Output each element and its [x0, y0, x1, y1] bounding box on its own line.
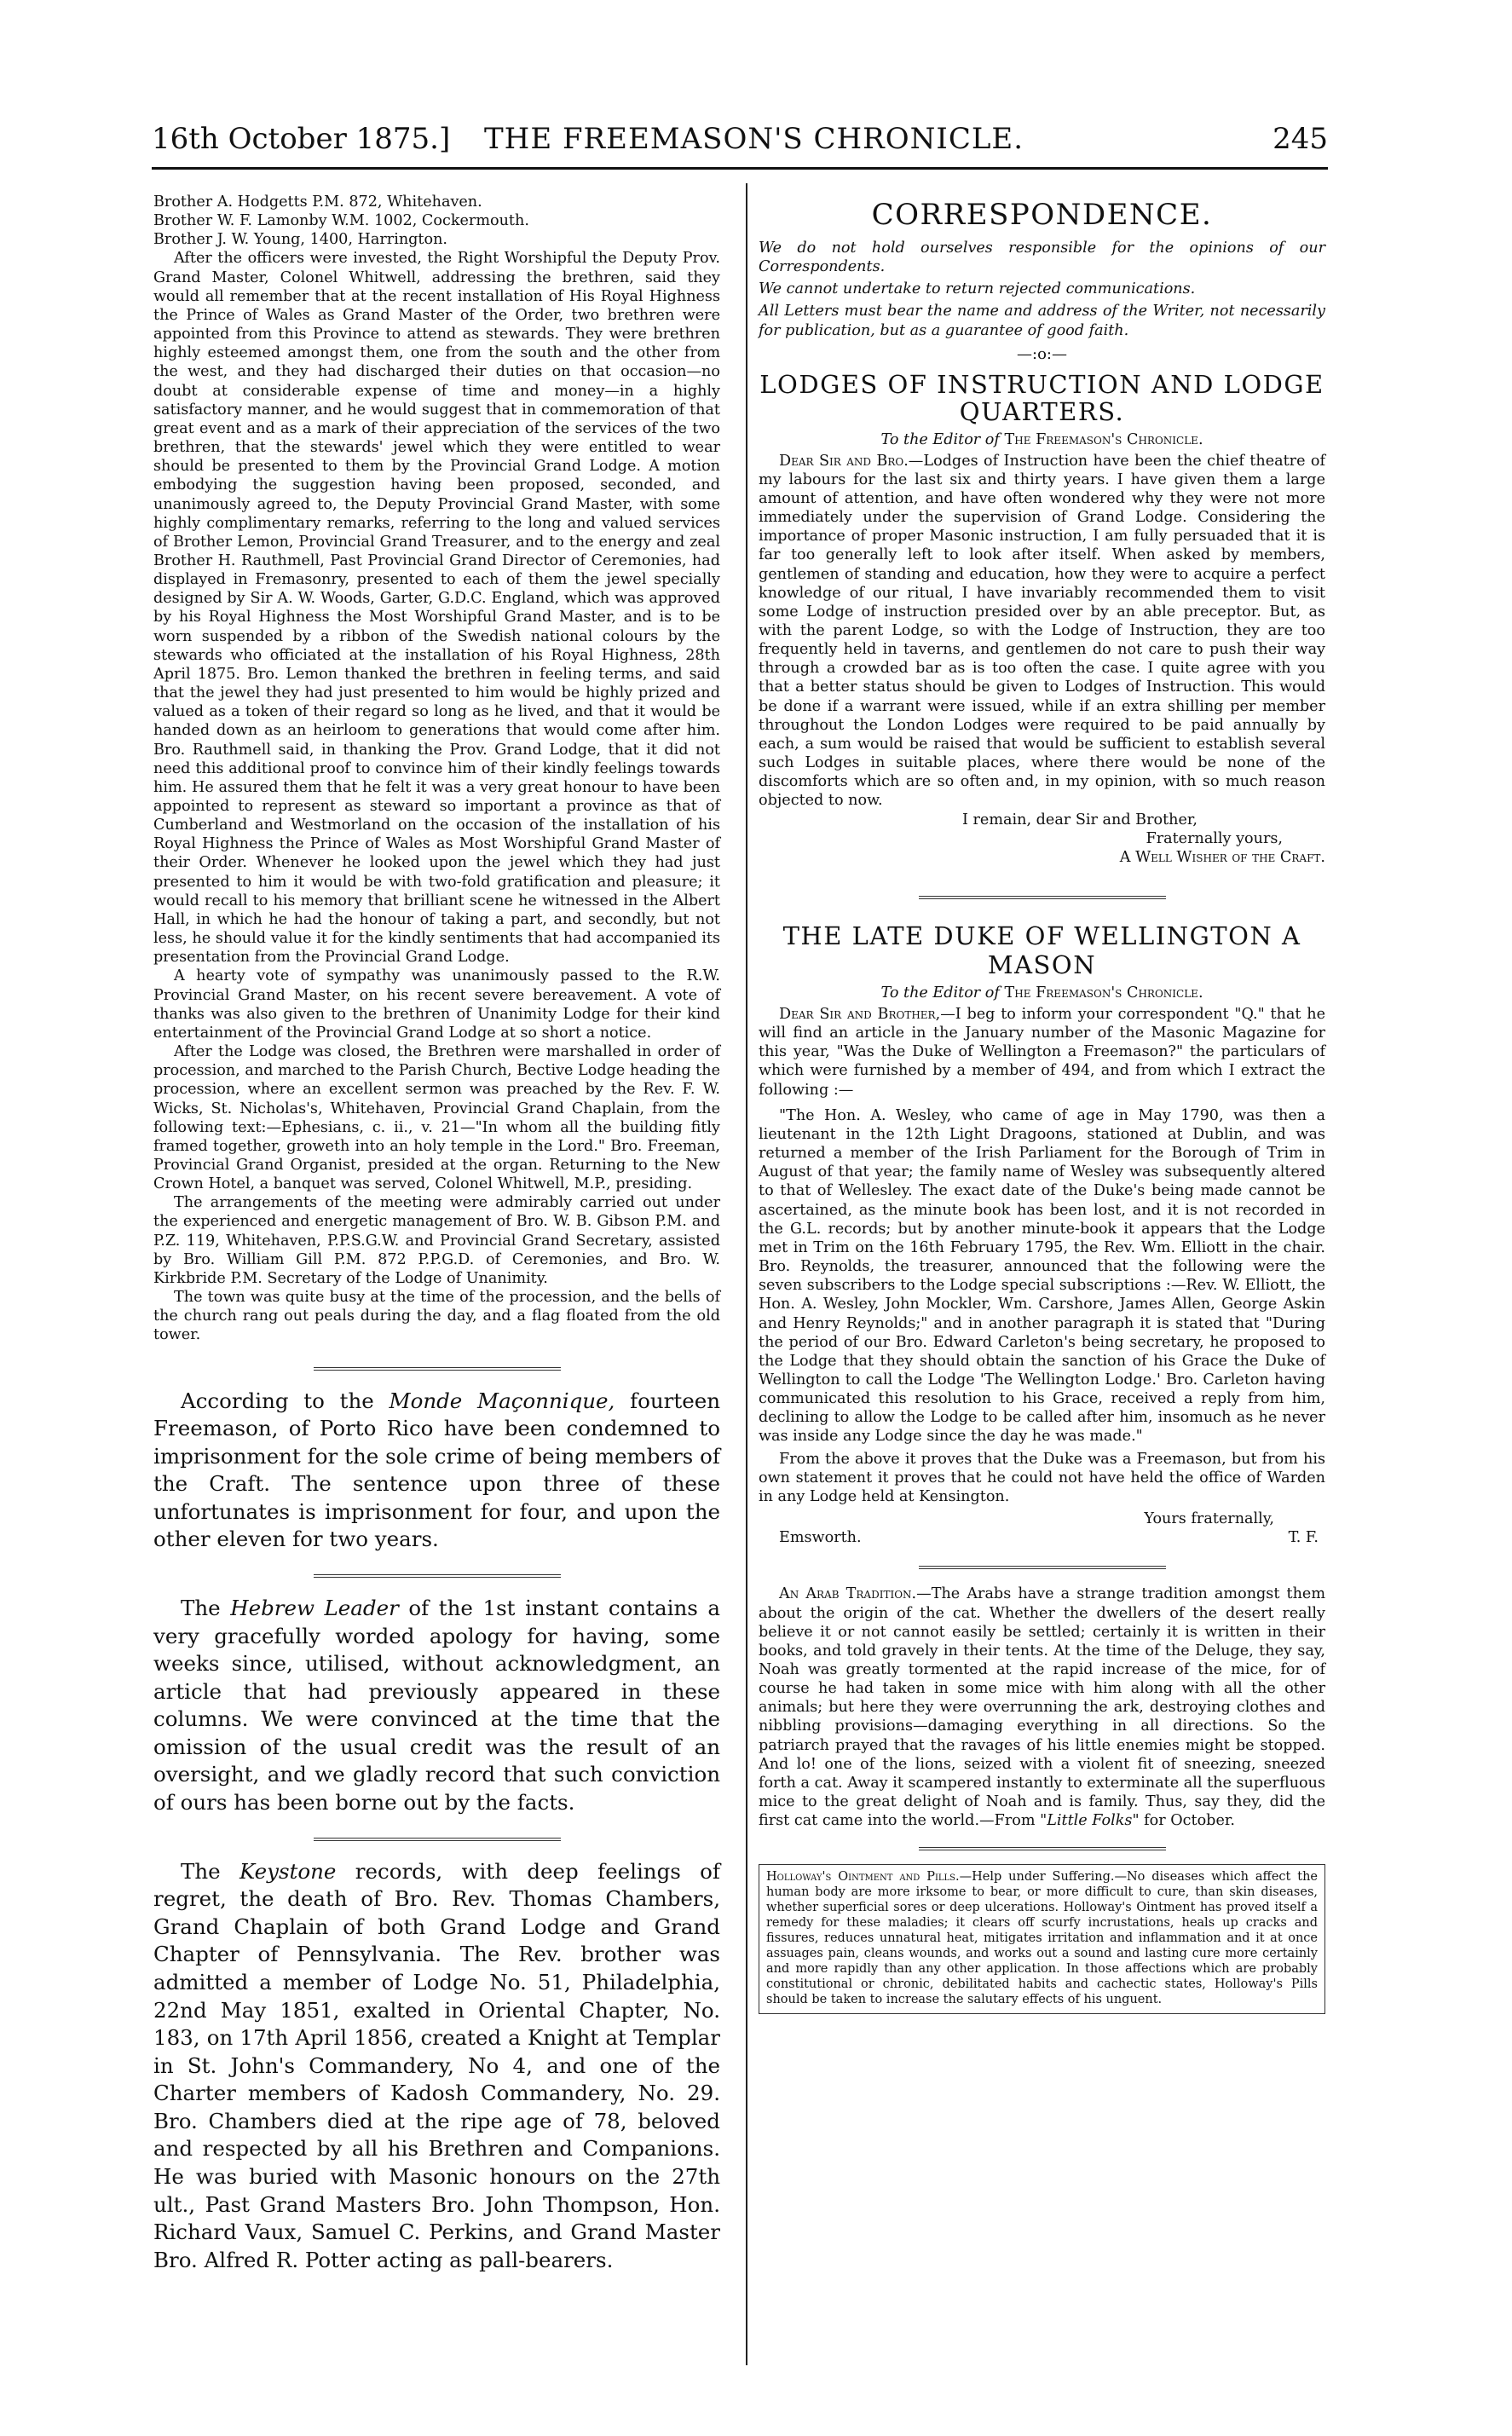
lodge-report: [153, 193, 720, 1345]
item-lead: An Arab Tradition.: [779, 1585, 917, 1603]
masthead-rule: [152, 167, 1328, 170]
section-rule: [314, 1574, 561, 1578]
section-rule: [919, 1847, 1166, 1850]
publication-name: Keystone: [239, 1858, 337, 1884]
editor-line: To the Editor of The Freemason's Chronicle.: [880, 984, 1203, 1002]
officer-name: Brother A. Hodgetts P.M. 872, Whitehaven.: [153, 193, 482, 211]
report-paragraph: A hearty vote of sympathy was unanimously passed to the R.W. Provincial Grand Master, on his recent severe bereavement. A vote of thanks was also given to the brethren of Unanimity Lodge for their kind entertainment of the Provincial Grand Lodge at so short a notice.: [153, 967, 720, 1042]
report-paragraph: After the Lodge was closed, the Brethren were marshalled in order of procession, and marched to the Parish Church, Bective Lodge heading the procession, where an excellent sermon was preached by the Rev. F. W. Wicks, St. Nicholas's, Whitehaven, Provincial Grand Chaplain, from the following text:—Ephesians, c. ii., v. 21—"In whom all the building fitly framed together, groweth into an holy temple in the Lord." Bro. Freeman, Provincial Grand Organist, presided at the organ. Returning to the New Crown Hotel, a banquet was served, Colonel Whitwell, M.P., presiding.: [153, 1043, 720, 1193]
hebrew-leader-item: The Hebrew Leader of the 1st instant contains a very gracefully worded apology for having, some weeks since, utilised, without acknowledgment, an article that had previously appeared in these columns. We were convinced at the time that the omission of the usual credit was the result of an oversight, and we gladly record that such conviction of ours has been borne out by the facts.: [153, 1596, 720, 1815]
signature: A Well Wisher of the Craft.: [1119, 848, 1325, 866]
keystone-item: The Keystone records, with deep feelings of regret, the death of Bro. Rev. Thomas Chambers, Grand Chaplain of both Grand Lodge and Grand Chapter of Pennsylvania. The Rev. brother was admitted a member of Lodge No. 51, Philadelphia, 22nd May 1851, exalted in Oriental Chapter, No. 183, on 17th April 1856, created a Knight at Templar in St. John's Commandery, No 4, and one of the Charter members of Kadosh Commandery, No. 29. Bro. Chambers died at the ripe age of 78, beloved and respected by all his Brethren and Companions. He was buried with Masonic honours on the 27th ult., Past Grand Masters Bro. John Thompson, Hon. Richard Vaux, Samuel C. Perkins, and Grand Master Bro. Alfred R. Potter acting as pall-bearers.: [153, 1858, 720, 2272]
holloway-advertisement: Holloway's Ointment and Pills.—Help under Suffering.—No diseases which affect the human body are more irksome to bear, or more difficult to cure, than skin diseases, whether superficial sores or deep ulcerations. Holloway's Ointment has proved itself a remedy for these maladies; it clears off scurfy incrustations, heals up cracks and fissures, reduces unnatural heat, mitigates irritation and inflammation and it at once assuages pain, cleans wounds, and works out a sound and lasting cure more certainly and more rapidly than any other application. In those affections which are probably constitutional or chronic, debilitated habits and cachectic states, Holloway's Pills should be taken to increase the salutary effects of his unguent.: [759, 1864, 1325, 2014]
publication-name: Hebrew Leader: [230, 1596, 399, 1620]
masthead: [152, 115, 1328, 166]
salutation: Dear Sir and Bro.: [779, 452, 909, 470]
publication-name: Monde Maçonnique,: [389, 1388, 615, 1413]
disclaimer: All Letters must bear the name and address of the Writer, not necessarily for publication, but as a guarantee of good faith.: [759, 303, 1325, 339]
letter-place: Emsworth.: [779, 1529, 862, 1547]
officer-name: Brother W. F. Lamonby W.M. 1002, Cockermouth.: [153, 212, 529, 230]
officer-name: Brother J. W. Young, 1400, Harrington.: [153, 231, 448, 249]
monde-item: According to the Monde Maçonnique, fourteen Freemason, of Porto Rico have been condemned to imprisonment for the sole crime of being members of the Craft. The sentence upon three of these unfortunates is imprisonment for four, and upon the other eleven for two years.: [153, 1388, 720, 1552]
item-lead: Holloway's Ointment and Pills.: [766, 1870, 960, 1885]
arab-tradition-item: An Arab Tradition.—The Arabs have a strange tradition amongst them about the origin of the cat. Whether the dwellers of the desert really believe it or not cannot easily be settled; certainly it is written in their books, and told gravely in their tents. At the time of the Deluge, they say, Noah was greatly tormented at the rapid increase of the mice, for of course he had taken in some mice with him along with all the other animals; but here they were overrunning the ark, destroying clothes and nibbling provisions—damaging everything in all directions. So the patriarch prayed that the ravages of his little enemies might be stopped. And lo! one of the lions, seized with a violent fit of sneezing, sneezed forth a cat. Away it scampered instantly to exterminate all the superfluous mice to the great delight of Noah and is family. Thus, say they, did the first cat came into the world.—From "Little Folks" for October.: [759, 1585, 1326, 1830]
section-rule: [919, 896, 1166, 899]
column-rule: [746, 183, 747, 2365]
signature: T. F.: [1288, 1529, 1319, 1547]
section-rule: [314, 1838, 561, 1841]
left-column: [153, 193, 720, 2274]
salutation: Dear Sir and Brother,: [779, 1006, 941, 1023]
disclaimer: We cannot undertake to return rejected communications.: [759, 280, 1196, 298]
right-column: [759, 193, 1325, 2014]
page-number: 245: [1273, 122, 1328, 156]
section-rule: [919, 1566, 1166, 1569]
report-paragraph: After the officers were invested, the Right Worshipful the Deputy Prov. Grand Master, Colonel Whitwell, addressing the brethren, said they would all remember that at the recent installation of His Royal Highness the Prince of Wales as Grand Master of the Order, two brethren were appointed from this Province to attend as stewards. They were brethren highly esteemed amongst them, one from the south and the other from the west, and they had discharged their duties on that occasion—no doubt at considerable expense of time and money—in a highly satisfactory manner, and he would suggest that in commemoration of that great event and as a mark of their appreciation of the services of the two brethren, that the stewards' jewel which they were entitled to wear should be presented to them by the Provincial Grand Lodge. A motion embodying the suggestion having been proposed, seconded, and unanimously agreed to, the Deputy Provincial Grand Master, with some highly complimentary remarks, referring to the long and valued services of Brother Lemon, Provincial Grand Treasurer, and to the energy and zeal Brother H. Rauthmell, Past Provincial Grand Director of Ceremonies, had displayed in Fremasonry, presented to each of them the jewel specially designed by Sir A. W. Woods, Garter, G.D.C. England, which was approved by his Royal Highness the Most Worshipful Grand Master, and is to be worn suspended by a ribbon of the Swedish national colours by the stewards who officiated at the installation of his Royal Highness, 28th April 1875. Bro. Lemon thanked the brethren in feeling terms, and said that the jewel they had just presented to him would be highly prized and valued as a token of their regard so long as he lived, and that it would be handed down as an heirloom to generations that would come after him. Bro. Rauthmell said, in thanking the Prov. Grand Lodge, that it did not need this additional proof to convince him of their kindly feelings towards him. He assured them that he felt it was a very great honour to have been appointed to represent as steward so important a province as that of Cumberland and Westmorland on the occasion of the installation of his Royal Highness the Prince of Wales as Most Worshipful Grand Master of their Order. Whenever he looked upon the jewel which they had just presented to him it would be with two-fold gratification and pleasure; it would recall to his memory that brilliant scene he witnessed in the Albert Hall, in which he had the honour of taking a part, and secondly, but not less, he should value it for the kindly sentiments that had accompanied its presentation from the Provincial Grand Lodge.: [153, 250, 720, 967]
publication-title: THE FREEMASON'S CHRONICLE.: [484, 122, 1024, 156]
duke-letter: Dear Sir and Brother,—I beg to inform your correspondent "Q." that he will find an article in the January number of the Masonic Magazine for this year, "Was the Duke of Wellington a Freemason?" the particulars of which were furnished by a member of 494, and from which I extract the following :— "The Hon. A. Wesley, who came of age in May 1790, was then a lieutenant in the 12th Light Dragoons, stationed at Dublin, and was returned a member of the Irish Parliament for the Borough of Trim in August of that year; the family name of Wesley was subsequently altered to that of Wellesley. The exact date of the Duke's being made cannot be ascertained, as the minute book has been lost, and it is not recorded in the G.L. records; but by another minute-book it appears that the Lodge met in Trim on the 16th February 1795, the Rev. Wm. Elliott in the chair. Bro. Reynolds, the treasurer, announced that the following were the seven subscribers to the Lodge special subscriptions :—Rev. W. Elliott, the Hon. A. Wesley, John Mockler, Wm. Carshore, James Allen, George Askin and Henry Reynolds;" and in another paragraph it is stated that "During the period of our Bro. Edward Carleton's being secretary, he proposed to the Lodge that they should obtain the sanction of his Grace the Duke of Wellington to call the Lodge 'The Wellington Lodge.' Bro. Carleton having communicated this resolution to his Grace, received a reply from him, declining to allow the Lodge to be called after him, insomuch as he never was inside any Lodge since the day he was made." From the above it proves that the Duke was a Freemason, but from his own statement it proves that he could not have held the office of Warden in any Lodge held at Kensington. Yours fraternally, Emsworth. T. F.: [759, 1006, 1325, 1547]
report-paragraph: The arrangements of the meeting were admirably carried out under the experienced and energetic management of Bro. W. B. Gibson P.M. and P.Z. 119, Whitehaven, P.P.S.G.W. and Provincial Grand Secretary, assisted by Bro. William Gill P.M. 872 P.P.G.D. of Ceremonies, and Bro. W. Kirkbride P.M. Secretary of the Lodge of Unanimity.: [153, 1194, 720, 1287]
duke-heading: THE LATE DUKE OF WELLINGTON A MASON: [782, 921, 1301, 979]
correspondence-disclaimers: [759, 239, 1325, 340]
section-rule: [314, 1367, 561, 1371]
report-paragraph: The town was quite busy at the time of the procession, and the bells of the church rang out peals during the day, and a flag floated from the old tower.: [153, 1289, 720, 1344]
lodges-letter: Dear Sir and Bro.—Lodges of Instruction have been the chief theatre of my labours for the last six and thirty years. I have given them a large amount of attention, and have often wondered why they were not more immediately under the supervision of Grand Lodge. Considering the importance of proper Masonic instruction, I am fully persuaded that it is far too generally left to look after itself. When asked by members, gentlemen of standing and education, how they were to acquire a perfect knowledge of our ritual, I have invariably recommended them to visit some Lodge of instruction presided over by an able preceptor. But, as with the parent Lodge, so with the Lodge of Instruction, they are too frequently held in taverns, and gentlemen do not care to push their way through a crowded bar as is too often the case. I quite agree with you that a better status should be given to Lodges of Instruction. This would be done if a warrant were issued, while if an extra shilling per member throughout the London Lodges were required to be paid annually by each, a sum would be raised that would be sufficient to establish several such Lodges in suitable places, where there would be none of the discomforts which are so often and, in my opinion, with so much reason objected to now. I remain, dear Sir and Brother, Fraternally yours, A Well Wisher of the Craft.: [759, 452, 1325, 866]
disclaimer: We do not hold ourselves responsible for the opinions of our Correspondents.: [759, 240, 1325, 276]
correspondence-heading: CORRESPONDENCE.: [871, 198, 1213, 232]
editor-line: To the Editor of The Freemason's Chronicle.: [880, 430, 1203, 448]
lodges-heading: LODGES OF INSTRUCTION AND LODGE QUARTERS.: [759, 369, 1324, 426]
ornament-divider: —:o:—: [1017, 344, 1067, 363]
issue-date: 16th October 1875.]: [152, 122, 451, 156]
